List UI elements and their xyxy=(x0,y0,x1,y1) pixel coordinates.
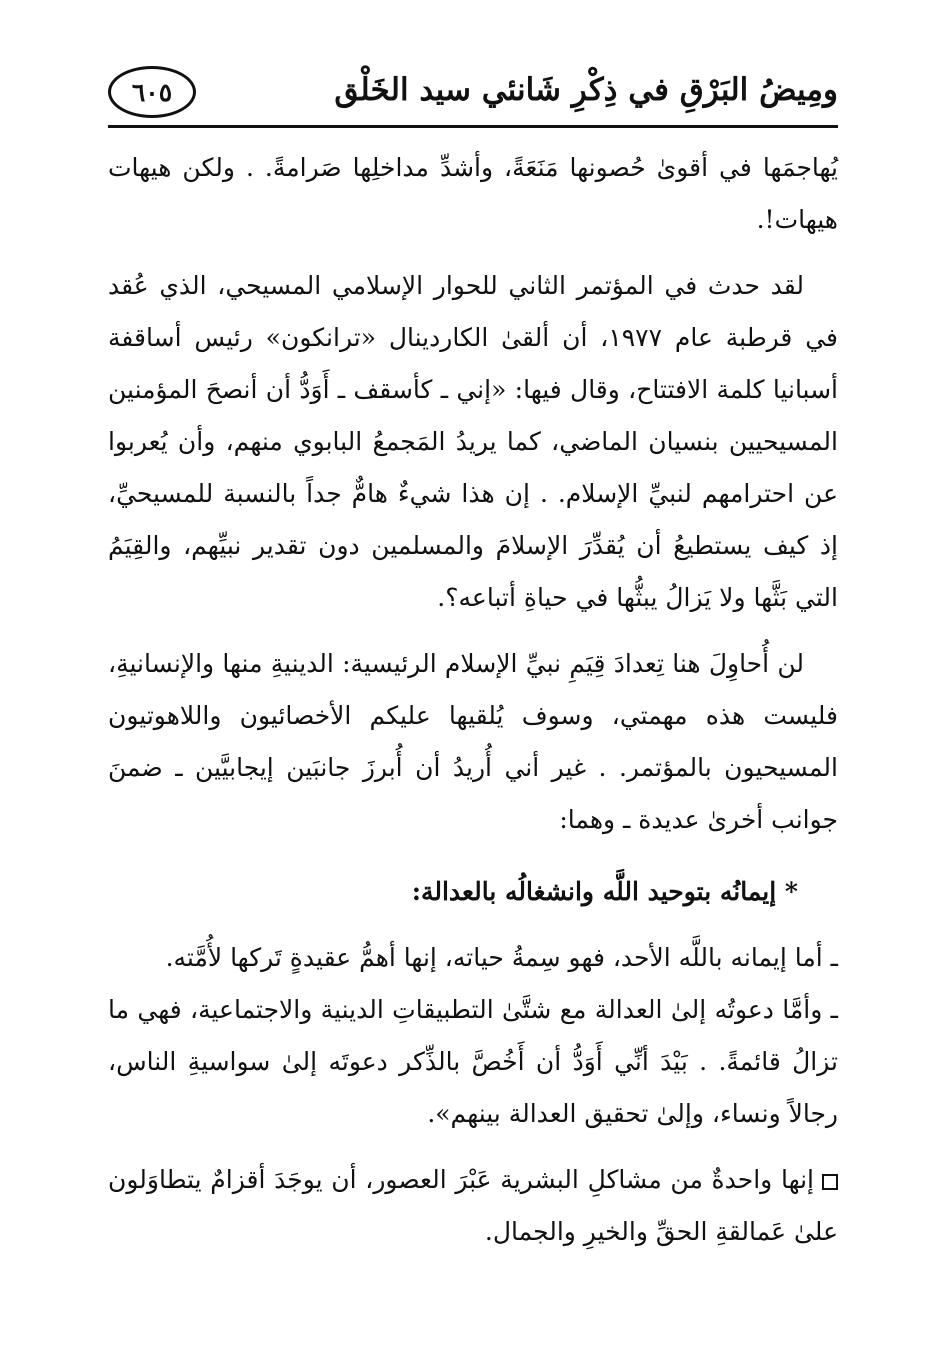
square-bullet-icon xyxy=(822,1174,838,1190)
list-item-2: ـ وأمَّا دعوتُه إلىٰ العدالة مع شتَّىٰ التطبيقاتِ الدينية والاجتماعية، فهي ما تزالُ قائمةً. . بَيْدَ أنِّي أَوَدُّ أن أَخُصَّ بالذِّكر دعوتَه إلىٰ سواسيةِ الناس، رجالاً ونساء، وإلىٰ تحقيق العدالة بينهم». xyxy=(108,995,838,1128)
paragraph-2: لقد حدث في المؤتمر الثاني للحوار الإسلامي المسيحي، الذي عُقد في قرطبة عام ١٩٧٧، أن ألقىٰ الكاردينال «ترانكون» رئيس أساقفة أسبانيا كلمة الافتتاح، وقال فيها: «إني ـ كأسقف ـ أَوَدُّ أن أنصحَ المؤمنين المسيحيين بنسيان الماضي، كما يريدُ المَجمعُ البابوي منهم، وأن يُعربوا عن احترامهم لنبيِّ الإسلام. . إن هذا شيءٌ هامٌّ جداً بالنسبة للمسيحيِّ، إذ كيف يستطيعُ أن يُقدِّرَ الإسلامَ والمسلمين دون تقدير نبيِّهم، والقِيَمُ التي بَثَّها ولا يَزالُ يبثُّها في حياةِ أتباعه؟. xyxy=(108,271,838,612)
header-divider xyxy=(108,125,838,128)
page-number-badge xyxy=(108,66,196,118)
paragraph-3: لن أُحاوِلَ هنا تِعدادَ قِيَمِ نبيِّ الإسلام الرئيسية: الدينيةِ منها والإنسانيةِ، فليست هذه مهمتي، وسوف يُلقيها عليكم الأخصائيون واللاهوتيون المسيحيون بالمؤتمر. . غير أني أُريدُ أن أُبرزَ جانبَين إيجابيَّين ـ ضمنَ جوانب أخرىٰ عديدة ـ وهما: xyxy=(108,649,838,834)
paragraph-4 xyxy=(108,1154,838,1258)
page-header xyxy=(108,66,838,128)
body-text xyxy=(108,142,838,1258)
paragraph-4-text: إنها واحدةٌ من مشاكلِ البشرية عَبْرَ العصور، أن يوجَدَ أقزامٌ يتطاوَلون علىٰ عَمالقةِ الحقِّ والخيرِ والجمال. xyxy=(108,1165,838,1246)
section-heading: * إيمانُه بتوحيد اللَّه وانشغالُه بالعدالة: xyxy=(411,877,798,906)
paragraph-1: يُهاجمَها في أقوىٰ حُصونها مَنَعَةً، وأشدِّ مداخلِها صَرامةً. . ولكن هيهات هيهات!. xyxy=(108,153,838,234)
page-number: ٦٠٥ xyxy=(131,77,173,107)
running-title: ومِيضُ البَرْقِ في ذِكْرِ شَانئي سيد الخَلْق xyxy=(334,72,838,108)
list-item-1: ـ أما إيمانه باللَّه الأحد، فهو سِمةُ حياته، إنها أهمُّ عقيدةٍ تَركها لأُمَّته. xyxy=(165,943,838,972)
